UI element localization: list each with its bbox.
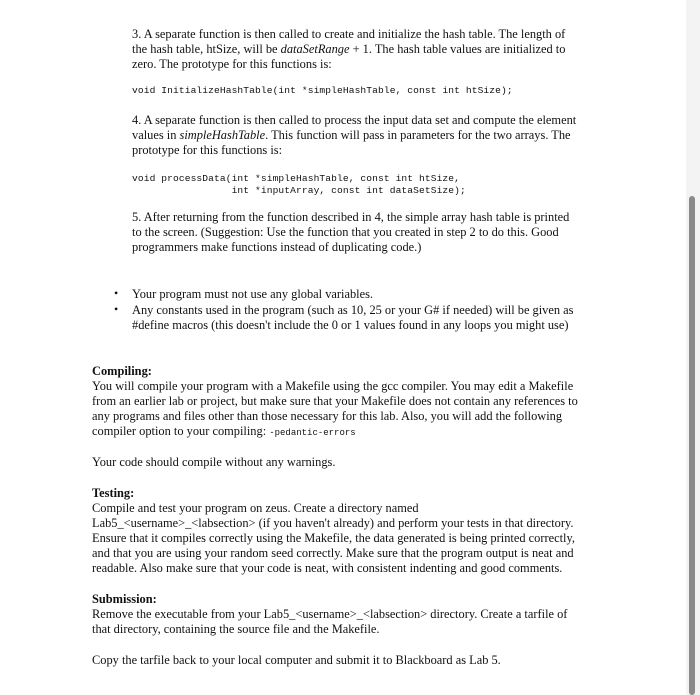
submission-heading: Submission: bbox=[92, 592, 157, 606]
step4-code-line2: int *inputArray, const int dataSetSize); bbox=[132, 185, 466, 196]
step5-line1: 5. After returning from the function described in 4, the simple array hash table is printed bbox=[132, 210, 570, 224]
step3-line3: zero. The prototype for this functions is: bbox=[132, 57, 332, 71]
bullet2-line2: #define macros (this doesn't include the 0 or 1 values found in any loops you might use) bbox=[132, 318, 569, 332]
bullet-icon: • bbox=[114, 302, 119, 316]
step3-line2: the hash table, htSize, will be dataSetRange + 1. The hash table values are initialized to bbox=[132, 42, 566, 56]
compiling-heading: Compiling: bbox=[92, 364, 152, 378]
bullet1-text: Your program must not use any global variables. bbox=[132, 287, 374, 301]
vertical-scrollbar[interactable] bbox=[689, 196, 695, 695]
compiling-line4: compiler option to your compiling: -pedantic-errors bbox=[92, 424, 356, 438]
step3-line1: 3. A separate function is then called to create and initialize the hash table. The length of bbox=[132, 27, 566, 41]
step4-code-line1: void processData(int *simpleHashTable, const int htSize, bbox=[132, 173, 461, 184]
compiling-line1: You will compile your program with a Makefile using the gcc compiler. You may edit a Makefile bbox=[92, 379, 574, 393]
step4-line2: values in simpleHashTable. This function will pass in parameters for the two arrays. The bbox=[132, 128, 571, 142]
testing-heading: Testing: bbox=[92, 486, 135, 500]
bullet-icon: • bbox=[114, 286, 119, 300]
testing-line3: Ensure that it compiles correctly using the Makefile, the data generated is being printed correctly, bbox=[92, 531, 575, 545]
compiling-line5: Your code should compile without any warnings. bbox=[92, 455, 336, 469]
step5-line2: to the screen. (Suggestion: Use the function that you created in step 2 to do this. Good bbox=[132, 225, 559, 239]
submission-line1: Remove the executable from your Lab5_<username>_<labsection> directory. Create a tarfile of bbox=[92, 607, 568, 621]
submission-line2: that directory, containing the source file and the Makefile. bbox=[92, 622, 380, 636]
testing-line4: and that you are using your random seed correctly. Make sure that the program output is neat and bbox=[92, 546, 574, 560]
step5-line3: programmers make functions instead of duplicating code.) bbox=[132, 240, 422, 254]
testing-line5: readable. Also make sure that your code is neat, with consistent indenting and good comments. bbox=[92, 561, 563, 575]
submission-line3: Copy the tarfile back to your local computer and submit it to Blackboard as Lab 5. bbox=[92, 653, 501, 667]
compiling-line2: from an earlier lab or project, but make sure that your Makefile does not contain any references to bbox=[92, 394, 578, 408]
bullet2-line1: Any constants used in the program (such as 10, 25 or your G# if needed) will be given as bbox=[132, 303, 574, 317]
testing-line2: Lab5_<username>_<labsection> (if you haven't already) and perform your tests in that directory. bbox=[92, 516, 574, 530]
compiling-line3: any programs and files other than those necessary for this lab. Also, you will add the following bbox=[92, 409, 563, 423]
step4-line3: prototype for this functions is: bbox=[132, 143, 283, 157]
compiler-option: -pedantic-errors bbox=[269, 428, 356, 438]
step4-line1: 4. A separate function is then called to process the input data set and compute the element bbox=[132, 113, 577, 127]
step3-code: void InitializeHashTable(int *simpleHashTable, const int htSize); bbox=[132, 85, 513, 96]
testing-line1: Compile and test your program on zeus. Create a directory named bbox=[92, 501, 419, 515]
